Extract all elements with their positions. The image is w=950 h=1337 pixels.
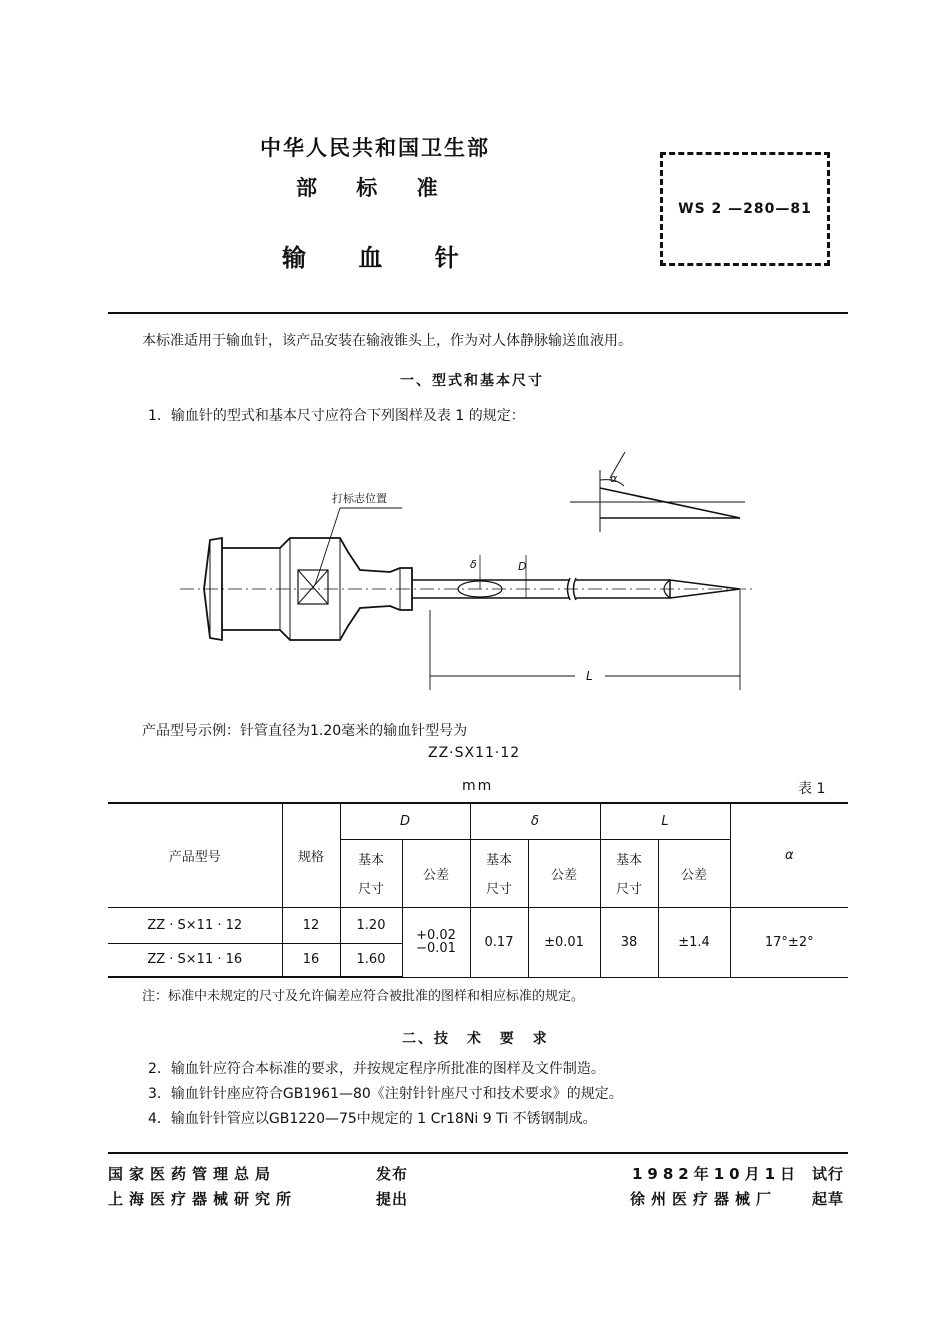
delta-tolerance: ±0.01 <box>528 907 600 977</box>
needle-drawing <box>180 440 780 700</box>
mark-label: 打标志位置 <box>332 492 387 505</box>
example-model: ZZ·SX11·12 <box>428 745 521 761</box>
table-unit: mm <box>462 778 494 794</box>
basic-size-2: 尺寸 <box>357 882 384 897</box>
row2-D: 1.60 <box>340 943 402 977</box>
bevel-detail <box>570 452 745 532</box>
example-line: 产品型号示例：针管直径为1.20毫米的输血针型号为 <box>142 723 468 739</box>
ministry-title: 中华人民共和国卫生部 <box>260 136 490 160</box>
L-basic: 38 <box>600 907 658 977</box>
section2-title: 二、技 术 要 求 <box>402 1031 549 1047</box>
table-note: 注：标准中未规定的尺寸及允许偏差应符合被批准的图样和相应标准的规定。 <box>142 989 585 1004</box>
row1-model: ZZ · S×11 · 12 <box>108 907 282 943</box>
col-delta: δ <box>470 803 600 839</box>
D-basic-header <box>340 839 402 907</box>
delta-tol-header: 公差 <box>528 839 600 907</box>
table-label: 表 1 <box>798 781 826 797</box>
footer-proposer: 上海医疗器械研究所 <box>108 1190 298 1208</box>
col-spec: 规格 <box>282 803 340 907</box>
basic-size-1: 基本 <box>485 853 512 868</box>
alpha-value: 17°±2° <box>730 907 848 977</box>
D-tol-plus: +0.02 <box>416 928 456 943</box>
footer-issue-verb: 发布 <box>376 1165 409 1183</box>
section1-title: 一、型式和基本尺寸 <box>400 373 544 389</box>
requirement-3: 3．输血针针座应符合GB1961—80《注射针针座尺寸和技术要求》的规定。 <box>148 1086 623 1102</box>
col-L: L <box>600 803 730 839</box>
section1-item1: 1．输血针的型式和基本尺寸应符合下列图样及表 1 的规定： <box>148 408 525 424</box>
requirement-4: 4．输血针针管应以GB1220—75中规定的 1 Cr18Ni 9 Ti 不锈钢制成。 <box>148 1111 597 1127</box>
standard-code: WS 2 —280—81 <box>678 201 812 217</box>
basic-size-2: 尺寸 <box>615 882 642 897</box>
L-label: L <box>586 669 593 683</box>
delta-basic: 0.17 <box>470 907 528 977</box>
footer-draft-verb: 起草 <box>812 1190 845 1208</box>
L-basic-header <box>600 839 658 907</box>
basic-size-1: 基本 <box>615 853 642 868</box>
footer-date-verb: 试行 <box>812 1165 845 1183</box>
col-model: 产品型号 <box>108 803 282 907</box>
L-tol-header: 公差 <box>658 839 730 907</box>
basic-size-2: 尺寸 <box>485 882 512 897</box>
delta-label: δ <box>470 558 477 571</box>
requirement-2: 2．输血针应符合本标准的要求，并按规定程序所批准的图样及文件制造。 <box>148 1061 605 1077</box>
L-tolerance: ±1.4 <box>658 907 730 977</box>
footer-propose-verb: 提出 <box>376 1190 409 1208</box>
col-alpha: α <box>730 803 848 907</box>
D-tol-header: 公差 <box>402 839 470 907</box>
col-D: D <box>340 803 470 839</box>
alpha-label: α <box>610 472 618 485</box>
table-row <box>108 907 848 943</box>
footer-divider <box>108 1152 848 1154</box>
row2-model: ZZ · S×11 · 16 <box>108 943 282 977</box>
row1-D: 1.20 <box>340 907 402 943</box>
D-tol-minus: −0.01 <box>416 941 456 956</box>
D-label: D <box>518 560 527 573</box>
row2-spec: 16 <box>282 943 340 977</box>
document-title: 输 血 针 <box>282 244 461 272</box>
footer-date: 1982年10月1日 <box>632 1165 801 1183</box>
standard-code-box <box>660 152 830 266</box>
row1-spec: 12 <box>282 907 340 943</box>
delta-basic-header <box>470 839 528 907</box>
D-tolerance <box>402 907 470 977</box>
basic-size-1: 基本 <box>357 853 384 868</box>
spec-table <box>108 802 848 978</box>
scope-text: 本标准适用于输血针，该产品安装在输液锥头上，作为对人体静脉输送血液用。 <box>142 333 632 349</box>
standard-type: 部 标 准 <box>296 176 440 200</box>
footer-drafter: 徐州医疗器械厂 <box>630 1190 778 1208</box>
header-divider <box>108 312 848 314</box>
footer-issuer: 国家医药管理总局 <box>108 1165 277 1183</box>
